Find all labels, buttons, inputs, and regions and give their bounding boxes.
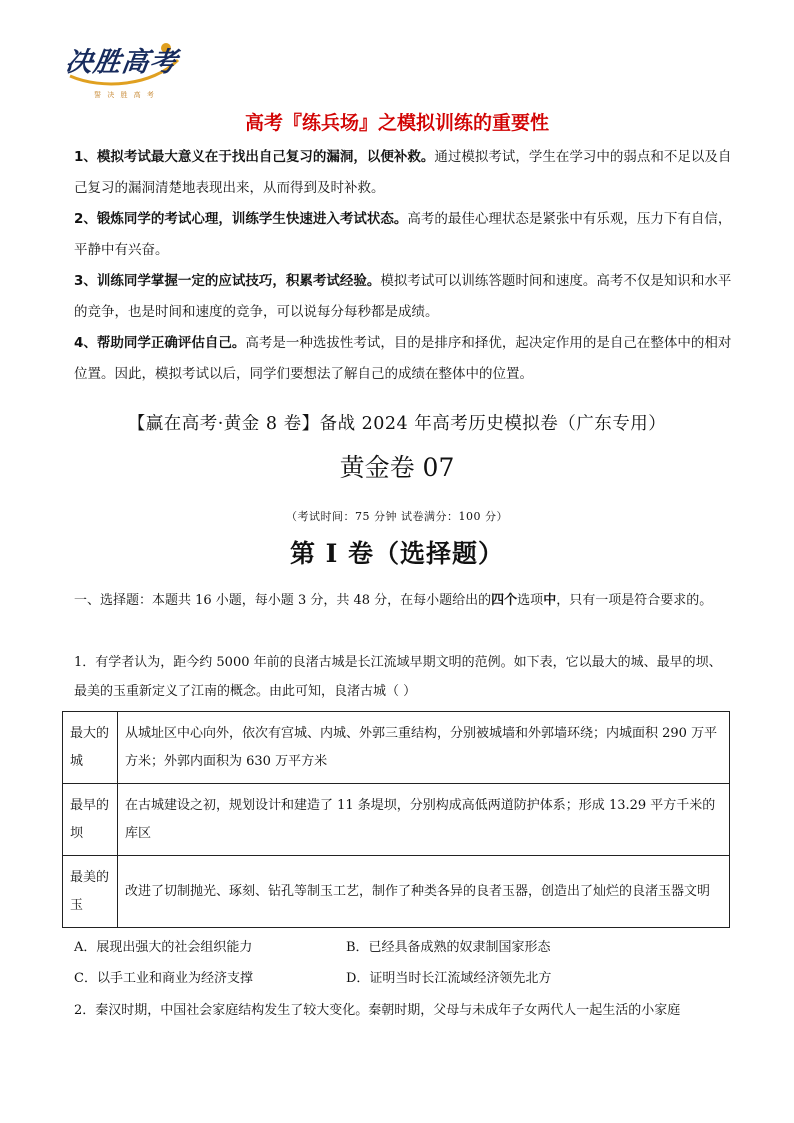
logo: [62, 30, 182, 108]
table-row-label: 最大的城: [63, 712, 118, 784]
question-1-table: [62, 711, 730, 928]
question-1-stem: 1．有学者认为，距今约 5000 年前的良渚古城是长江流域早期文明的范例。如下表，它以最大的城、最早的坝、最美的玉重新定义了江南的概念。由此可知，良渚古城（ ）: [74, 655, 722, 699]
table-row: [63, 784, 730, 856]
intro-title: 高考『练兵场』之模拟训练的重要性: [244, 112, 549, 134]
table-row-content: 从城址区中心向外，依次有宫城、内城、外郭三重结构，分别被城墙和外郭墙环绕；内城面积 290 万平方米；外郭内面积为 630 万平方米: [118, 712, 730, 784]
option-c[interactable]: C．以手工业和商业为经济支撑: [74, 971, 253, 986]
intro-list: [74, 142, 734, 390]
volume-title: 第 I 卷（选择题）: [289, 539, 505, 568]
exam-title: 【赢在高考·黄金 8 卷】备战 2024 年高考历史模拟卷（广东专用）: [127, 414, 667, 434]
intro-item: 4、帮助同学正确评估自己。高考是一种选拔性考试，目的是排序和择优，起决定作用的是自己在整体中的相对位置。因此，模拟考试以后，同学们要想法了解自己的成绩在整体中的位置。: [74, 335, 732, 382]
option-a[interactable]: A．展现出强大的社会组织能力: [74, 940, 253, 955]
paper-title: 黄金卷 07: [339, 453, 455, 482]
exam-time: （考试时间：75 分钟 试卷满分：100 分）: [286, 510, 508, 523]
table-row-content: 改进了切制抛光、琢刻、钻孔等制玉工艺，制作了种类各异的良者玉器，创造出了灿烂的良渚玉器文明: [118, 856, 730, 928]
intro-item: 3、训练同学掌握一定的应试技巧，积累考试经验。模拟考试可以训练答题时间和速度。高考不仅是知识和水平的竞争，也是时间和速度的竞争，可以说每分每秒都是成绩。: [74, 273, 732, 320]
logo-text: 决胜高考: [63, 47, 180, 78]
intro-item: 2、锻炼同学的考试心理，训练学生快速进入考试状态。高考的最佳心理状态是紧张中有乐观，压力下有自信，平静中有兴奋。: [74, 211, 732, 258]
option-b[interactable]: B．已经具备成熟的奴隶制国家形态: [346, 940, 551, 955]
logo-subtext: 誓 决 胜 高 考: [94, 91, 156, 99]
option-d[interactable]: D．证明当时长江流域经济领先北方: [346, 971, 552, 986]
section-instructions: 一、选择题：本题共 16 小题，每小题 3 分，共 48 分，在每小题给出的四个选项中，只有一项是符合要求的。: [74, 593, 713, 608]
intro-item: 1、模拟考试最大意义在于找出自己复习的漏洞，以便补救。通过模拟考试，学生在学习中的弱点和不足以及自己复习的漏洞清楚地表现出来，从而得到及时补救。: [74, 149, 732, 196]
table-row: [63, 856, 730, 928]
table-row-label: 最早的坝: [63, 784, 118, 856]
question-2-stem: 2．秦汉时期，中国社会家庭结构发生了较大变化。秦朝时期，父母与未成年子女两代人一起生活的小家庭: [74, 1003, 681, 1018]
table-row-content: 在古城建设之初，规划设计和建造了 11 条堤坝，分别构成高低两道防护体系；形成 13.29 平方千米的库区: [118, 784, 730, 856]
table-row-label: 最美的玉: [63, 856, 118, 928]
table-row: [63, 712, 730, 784]
